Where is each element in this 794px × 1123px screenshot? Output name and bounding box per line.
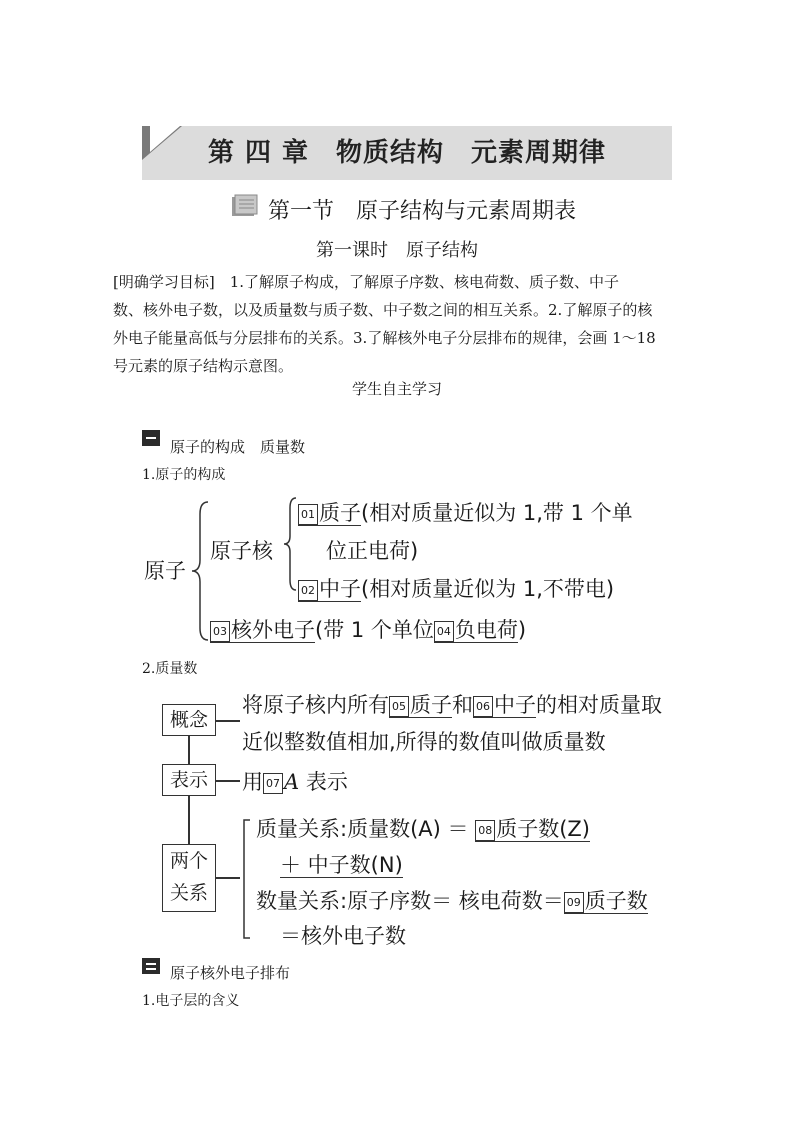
concept-text-b: 的相对质量取: [536, 693, 662, 717]
proton-line: [298, 497, 633, 527]
blank-number: 01: [298, 504, 318, 525]
repr-text-b: 表示: [305, 770, 348, 794]
part1-title: 原子的构成 质量数: [170, 438, 306, 456]
and-text: 和: [452, 693, 473, 717]
part2-title: 原子核外电子排布: [170, 964, 291, 982]
close-paren: ): [517, 618, 527, 642]
goals-line: 外电子能量高低与分层排布的关系。3.了解核外电子分层排布的规律，会画 1～18: [113, 329, 656, 347]
blank-number: 08: [475, 820, 495, 841]
relations-box: [162, 844, 216, 912]
mass-relation-line1: [256, 813, 590, 843]
rel1-cont: ＋ 中子数(N): [280, 853, 403, 877]
count-relation-line1: [256, 885, 648, 915]
electron-text: 核外电子: [231, 618, 315, 642]
section-marker-icon: [142, 958, 160, 974]
brace-nucleus: [282, 496, 298, 592]
rel1-answer: 质子数(Z): [496, 817, 590, 841]
rel2-answer: 质子数: [584, 889, 648, 913]
connector-line: [188, 736, 190, 764]
nucleus-label: 原子核: [210, 539, 273, 563]
answer-rel1: [475, 817, 590, 842]
representation-box: 表示: [162, 764, 216, 796]
rel2-text: 数量关系:原子序数＝ 核电荷数＝: [256, 889, 564, 913]
book-icon: [230, 194, 260, 218]
blank-number: 06: [473, 696, 493, 717]
concept-line1: [242, 689, 662, 719]
blank-number: 05: [389, 696, 409, 717]
c-neutron-text: 中子: [494, 693, 536, 717]
lesson-title: 第一课时 原子结构: [316, 240, 478, 261]
learning-goals: [113, 268, 685, 380]
count-relation-line2: ＝核外电子数: [280, 924, 406, 948]
chapter-title: 第 四 章 物质结构 元素周期律: [207, 138, 607, 168]
brace-atom: [190, 500, 210, 642]
answer-c-neutron: [473, 693, 536, 718]
mass-relation-line2: [280, 849, 403, 879]
proton-text: 质子: [319, 501, 361, 525]
atom-label: 原子: [144, 559, 186, 583]
answer-rel2: [564, 889, 648, 914]
connector-line: [216, 877, 240, 879]
electron-line: [210, 614, 526, 644]
connector-line: [188, 796, 190, 844]
proton-desc: (相对质量近似为 1,带 1 个单: [361, 501, 633, 525]
center-heading: 学生自主学习: [351, 380, 442, 398]
rel1-text: 质量关系:质量数(A) ＝: [256, 817, 469, 841]
answer-c-proton: [389, 693, 452, 718]
blank-number: 03: [210, 621, 230, 642]
connector-line: [216, 780, 240, 782]
blank-number: 04: [434, 621, 454, 642]
neutron-text: 中子: [319, 577, 361, 601]
neutron-desc: (相对质量近似为 1,不带电): [361, 577, 615, 601]
relations-box-line1: 两个: [169, 850, 208, 872]
connector-line: [216, 720, 240, 722]
repr-text: 用: [242, 770, 263, 794]
subtitle-atom-structure: 1.原子的构成: [142, 467, 226, 483]
section-title: 第一节 原子结构与元素周期表: [268, 199, 577, 224]
electron-desc: (带 1 个单位: [315, 618, 434, 642]
relations-box-line2: 关系: [169, 882, 208, 904]
neutron-line: [298, 573, 614, 603]
representation-line: [242, 766, 348, 796]
subtitle-mass-number: 2.质量数: [142, 661, 198, 677]
negative-text: 负电荷: [454, 618, 518, 642]
blank-number: 07: [263, 773, 283, 794]
goals-line: 号元素的原子结构示意图。: [113, 357, 294, 375]
subtitle-electron-shell: 1.电子层的含义: [142, 993, 240, 1009]
answer-proton: [298, 501, 361, 526]
proton-desc-cont: 位正电荷): [326, 539, 419, 563]
answer-negative: [434, 618, 518, 643]
mass-number-symbol: A: [284, 770, 300, 794]
concept-line2: 近似整数值相加,所得的数值叫做质量数: [242, 730, 606, 754]
goals-line: 数、核外电子数，以及质量数与质子数、中子数之间的相互关系。2.了解原子的核: [113, 301, 653, 319]
answer-electron: [210, 618, 315, 643]
blank-number: 09: [564, 892, 584, 913]
answer-neutron: [298, 577, 361, 602]
c-proton-text: 质子: [410, 693, 452, 717]
bracket-relations: [238, 818, 252, 940]
concept-text: 将原子核内所有: [242, 693, 389, 717]
goals-line: [明确学习目标] 1.了解原子构成，了解原子序数、核电荷数、质子数、中子: [113, 273, 620, 291]
section-marker-icon: [142, 430, 160, 446]
blank-number: 02: [298, 580, 318, 601]
concept-box: 概念: [162, 704, 216, 736]
